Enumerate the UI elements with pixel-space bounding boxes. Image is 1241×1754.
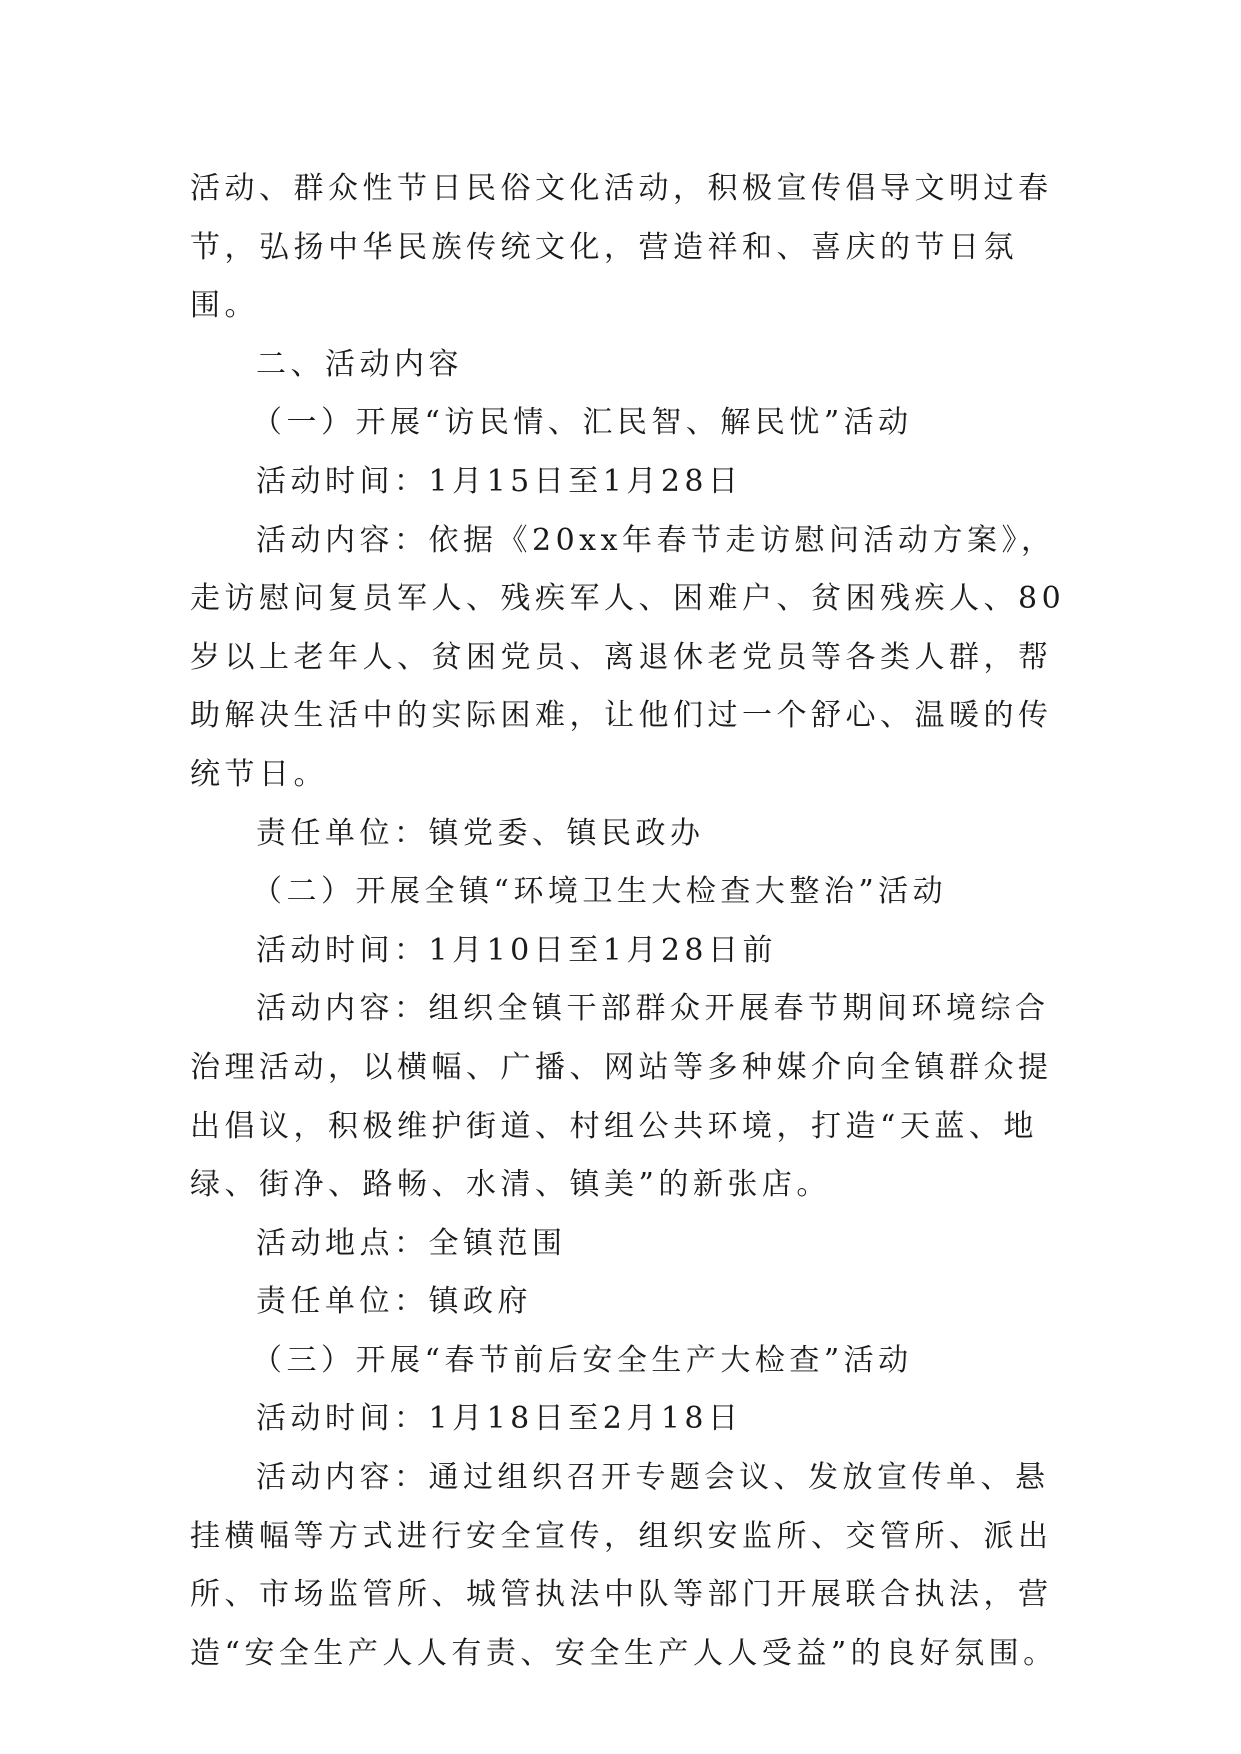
document-body (190, 160, 1075, 1683)
item-3-content: 活动内容：通过组织召开专题会议、发放宣传单、悬挂横幅等方式进行安全宣传，组织安监所、交管所、派出所、市场监管所、城管执法中队等部门开展联合执法，营造“安全生产人人有责、安全生产人人受益”的良好氛围。 (190, 1460, 1058, 1671)
item-3-heading: （三）开展“春节前后安全生产大检查”活动 (252, 1342, 913, 1378)
item-1-responsible-unit: 责任单位：镇党委、镇民政办 (256, 815, 705, 851)
item-1-time: 活动时间：1月15日至1月28日 (256, 463, 743, 499)
item-2-heading: （二）开展全镇“环境卫生大检查大整治”活动 (252, 874, 948, 910)
item-2-responsible-unit: 责任单位：镇政府 (256, 1284, 532, 1320)
intro-continuation-paragraph: 活动、群众性节日民俗文化活动，积极宣传倡导文明过春节，弘扬中华民族传统文化，营造祥和、喜庆的节日氛围。 (190, 171, 1053, 324)
item-3-time: 活动时间：1月18日至2月18日 (256, 1401, 743, 1437)
item-1-content: 活动内容：依据《20xx年春节走访慰问活动方案》，走访慰问复员军人、残疾军人、困难户、贫困残疾人、80岁以上老年人、贫困党员、离退休老党员等各类人群，帮助解决生活中的实际困难，让他们过一个舒心、温暖的传统节日。 (190, 522, 1066, 792)
item-2-time: 活动时间：1月10日至1月28日前 (256, 932, 778, 968)
item-1-heading: （一）开展“访民情、汇民智、解民忧”活动 (252, 405, 913, 441)
section-heading-activity-content: 二、活动内容 (256, 346, 463, 382)
item-2-place: 活动地点：全镇范围 (256, 1225, 567, 1261)
item-2-content: 活动内容：组织全镇干部群众开展春节期间环境综合治理活动，以横幅、广播、网站等多种媒介向全镇群众提出倡议，积极维护街道、村组公共环境，打造“天蓝、地绿、街净、路畅、水清、镇美”的新张店。 (190, 991, 1053, 1203)
